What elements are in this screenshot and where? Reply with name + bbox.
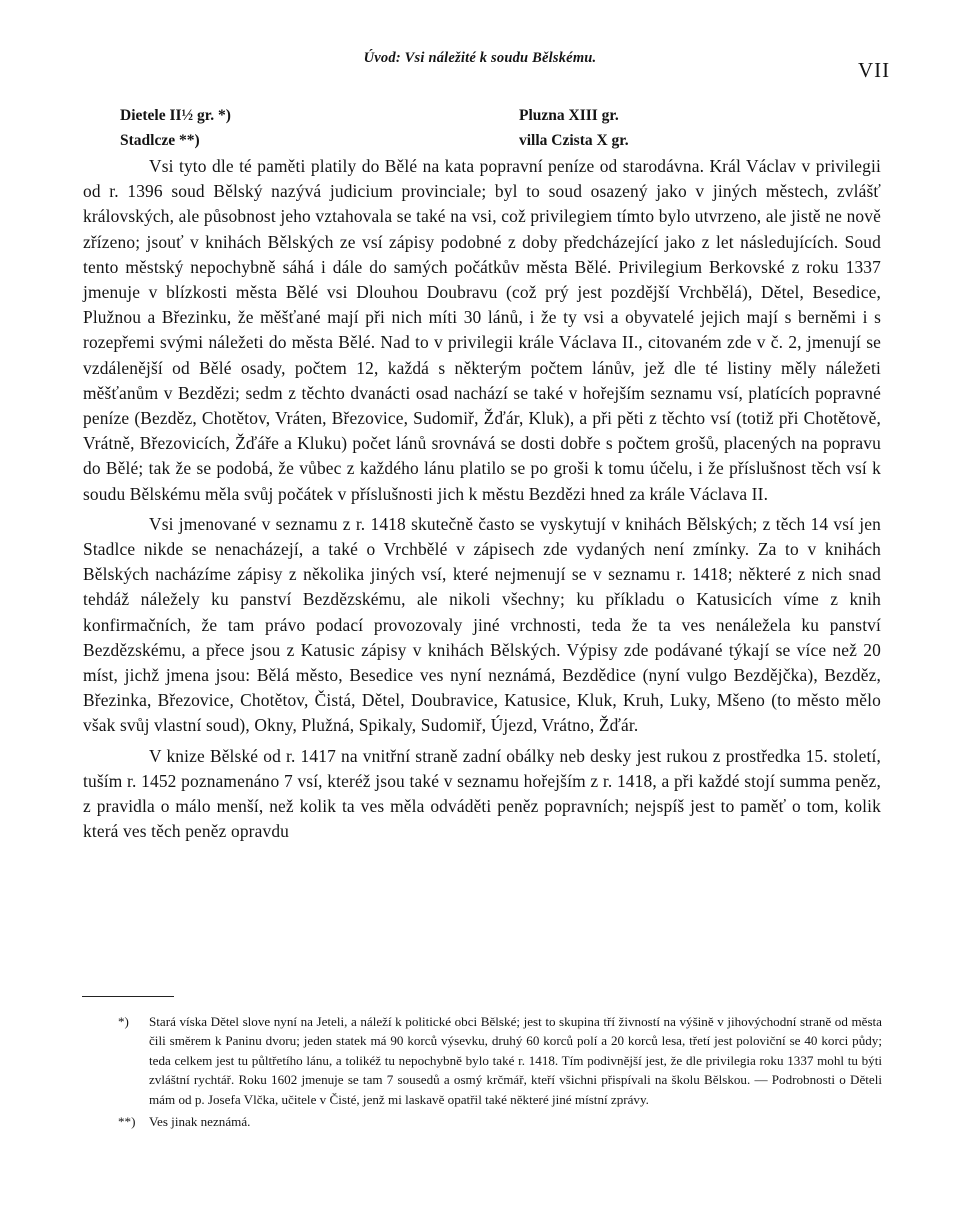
- paragraph: V knize Bělské od r. 1417 na vnitřní straně zadní obálky neb desky jest rukou z prostředka 15. století, tuším r. 1452 poznamenáno 7 vsí, kteréž jsou také v seznamu hořejším z r. 1418, a při každé stojí summa peněz, z pravidla o málo menší, než kolik ta ves měla odváděti peněz popravních; nejspíš jest to paměť o tom, kolik která ves těch peněz opravdu: [83, 745, 881, 842]
- village-list-left: [120, 103, 231, 153]
- paragraph: Vsi jmenované v seznamu z r. 1418 skutečně často se vyskytují v knihách Bělských; z těch 14 vsí jen Stadlce nikde se nenacházejí, a také o Vrchbělé v zápisech zde vydaných není zmínky. Za to v knihách Bělských nacházíme zápisy z několika jiných vsí, které nejmenují se v seznamu r. 1418; některé z nich snad tehdáž náležely ku panství Bezdězskému, ale nikoli všechny; ku příkladu o Katusicích víme z knih konfirmačních, že tam právo podací provozovaly jiné vrchnosti, teda že ta ves nenáležela ku panství Bezdězskému, a přece jsou z Katusic zápisy v knihách Bělských. Výpisy zde podávané týkají se více než 20 míst, jichž jmena jsou: Bělá město, Besedice ves nyní neznámá, Bezdědice (nyní vulgo Bezdějčka), Bezděz, Březinka, Březovice, Chotětov, Čistá, Dětel, Doubravice, Katusice, Kluk, Kruh, Luky, Mšeno (to město mělo však svůj vlastní soud), Okny, Plužná, Spikaly, Sudomiř, Újezd, Vrátno, Žďár.: [83, 513, 881, 736]
- footnote-mark: **): [118, 1114, 136, 1130]
- village-entry: villa Czista X gr.: [519, 132, 629, 149]
- footnote-text: Ves jinak neznámá.: [149, 1114, 251, 1130]
- paragraph: Vsi tyto dle té paměti platily do Bělé na kata popravní peníze od starodávna. Král Václav v privilegii od r. 1396 soud Bělský nazývá judicium provinciale; byl to soud osazený jako v jiných městech, zvlášť královských, ale působnost jeho vztahovala se také na vsi, což privilegiem tímto bylo utvrzeno, ale jistě ne nově zřízeno; jsouť v knihách Bělských ze vsí zápisy podobné z doby předcházející jako z let následujících. Soud tento městský nepochybně sáhá i dále do samých počátkův města Bělé. Privilegium Berkovské z roku 1337 jmenuje v blízkosti města Bělé vsi Dlouhou Doubravu (což prý jest pozdější Vrchbělá), Dětel, Besedice, Plužnou a Březinku, že měšťané mají při nich míti 30 lánů, i že ty vsi a obyvatelé jejich mají s berněmi i s rozepřemi svými náležeti do města Bělé. Nad to v privilegii krále Václava II., citovaném zde v č. 2, jmenují se vzdálenější od Bělé osady, počtem 12, každá s některým počtem lánův, jež dle té listiny měly náležeti měšťanům v Bezdězi; sedm z těchto dvanácti osad nachází se také v hořejším seznamu vsí, platících popravné peníze (Bezděz, Chotětov, Vráten, Březovice, Sudomiř, Žďár, Kluk), a při pěti z těchto vsí (totiž při Chotětově, Vrátně, Březovicích, Žďáře a Kluku) počet lánů srovnává se dosti dobře s počtem grošů, placených na popravu do Bělé; tak že se podobá, že vůbec z každého lánu platilo se po groši k tomu účelu, i že příslušnost těch vsí k soudu Bělskému měla svůj počátek v příslušnosti jich k městu Bezdězi hned za krále Václava II.: [83, 156, 881, 504]
- footnote-text: Stará víska Dětel slove nyní na Jeteli, a náleží k politické obci Bělské; jest to skupina tří živností na výšině v jihovýchodní straně od města čili směrem k Paninu dvoru; jeden statek má 90 korců výsevku, druhý 60 korců polí a 20 korců lesa, třetí jest poloviční se 40 korci půdy; teda celkem jest tu půltřetího lánu, a tolikéž tu nepochybně bylo také r. 1418. Tím podivnější jest, že dle privilegia roku 1337 mohl tu býti zvláštní rychtář. Roku 1602 jmenuje se tam 7 sousedů a osmý krčmář, kteří všichni přispívali na školu Bělskou. — Podrobnosti o Děteli mám od p. Josefa Vlčka, učitele v Čisté, jenž mi laskavě opatřil také některé jiné místní zprávy.: [149, 1014, 882, 1107]
- footnote-separator: [82, 996, 174, 997]
- body-text: [83, 154, 881, 849]
- running-title: Úvod: Vsi náležité k soudu Bělskému.: [363, 50, 597, 66]
- page-number: VII: [858, 58, 891, 82]
- village-list-right: [519, 103, 629, 153]
- footnote: [118, 1112, 882, 1131]
- village-entry: Pluzna XIII gr.: [519, 107, 619, 124]
- footnote: [118, 1012, 882, 1109]
- village-entry: Stadlcze **): [120, 132, 200, 149]
- footnotes: [118, 1012, 882, 1134]
- footnote-mark: *): [118, 1014, 129, 1029]
- village-entry: Dietele II½ gr. *): [120, 107, 231, 124]
